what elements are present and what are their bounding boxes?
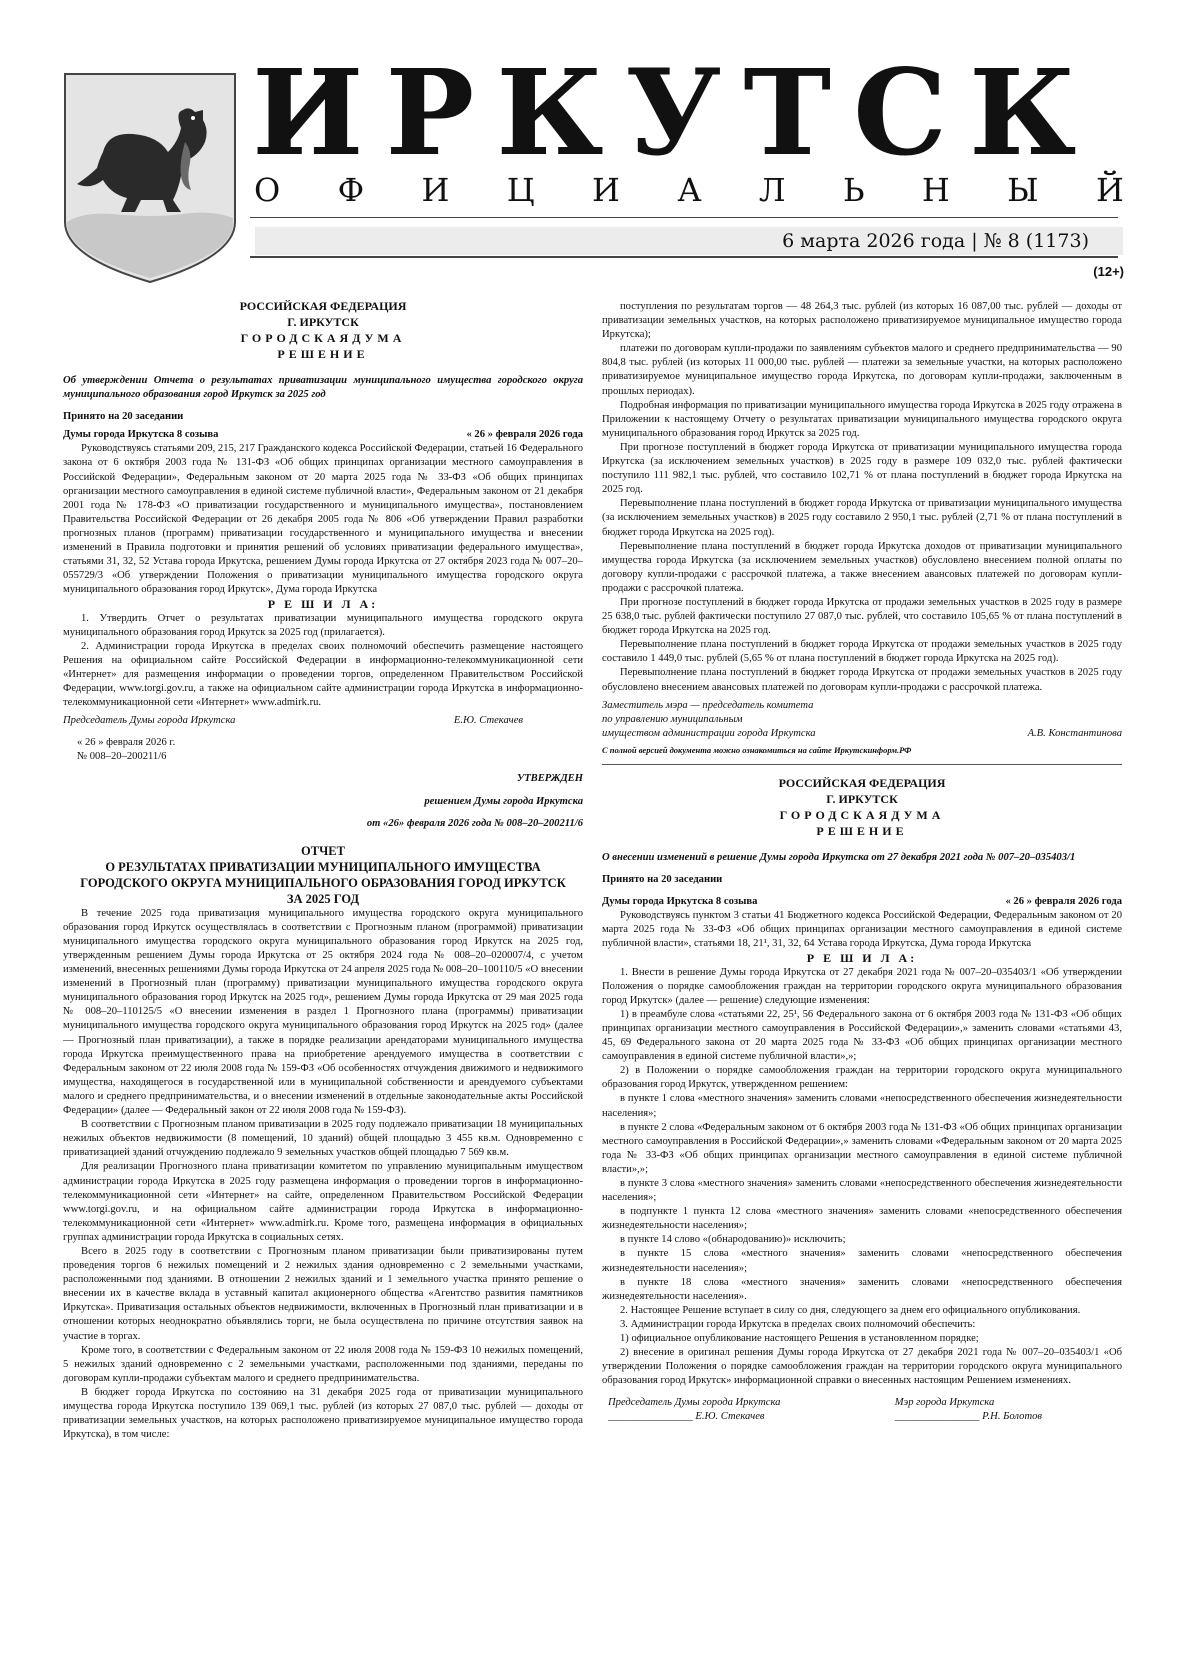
- issue-date-bar: [255, 227, 1123, 255]
- doc2-duma-row: Думы города Иркутска 8 созыва « 26 » февраля 2026 года: [602, 896, 1122, 908]
- doc2-item: в пункте 15 слова «местного значения» заменить словами «непосредственного обеспечения жизнедеятельности населения»;: [602, 1248, 1122, 1274]
- report-paragraph-2: В соответствии с Прогнозным планом приватизации в 2025 году подлежало приватизации 18 муниципальных нежилых объектов недвижимости (8 помещений, 10 зданий) общей площадью 3 455 кв.м. Одновременно с приватизацией зданий отчуждению подлежало 9 земельных участков общей площадью 7 569 кв.м.: [63, 1119, 583, 1159]
- doc1-header-4: РЕШЕНИЕ: [277, 347, 369, 361]
- report-title-2: О РЕЗУЛЬТАТАХ ПРИВАТИЗАЦИИ МУНИЦИПАЛЬНОГО ИМУЩЕСТВА: [105, 859, 541, 874]
- doc1-header-3: ГОРОДСКАЯДУМА: [240, 331, 406, 345]
- doc2-item: в пункте 14 слово «(обнародованию)» исключить;: [620, 1234, 846, 1246]
- report-paragraph-1: В течение 2025 года приватизация муниципального имущества городского округа муниципального образования город Иркутск осуществлялась в соответствии с Прогнозным планом (программой) приватизации муниципального имущества городского округа муниципального образования город Иркутск на 2025 год, утвержденным решением Думы города Иркутска от 25 октября 2024 года № 008–20–020007/4, с учетом изменений, внесенных решениями Думы города Иркутска от 24 апреля 2025 года № 008–20–100110/5 «О внесении изменений в Прогнозный план (программу) приватизации муниципального имущества городского округа муниципального образования город Иркутск на 2025 год», решением Думы города Иркутска от 29 мая 2025 года № 008–20–110125/5 «О внесении изменения в раздел 1 Прогнозного плана (программы) приватизации муниципального имущества городского округа муниципального образования город Иркутск на 2025 год» (далее — Прогнозный план приватизации), а также в порядке реализации арендаторами муниципального имущества города Иркутска преимущественного права на приобретение арендуемого имущества в соответствии с Федеральным законом от 22 июля 2008 года № 159-ФЗ «Об особенностях отчуждения движимого и недвижимого имущества, находящегося в государственной или в муниципальной собственности и арендуемого субъектами малого и среднего предпринимательства, и о внесении изменений в отдельные законодательные акты Российской Федерации» (далее — Федеральный закон от 22 июля 2008 года № 159-ФЗ).: [63, 907, 583, 1117]
- report-full-version-note: С полной версией документа можно ознакомиться на сайте Иркутскинформ.РФ: [602, 744, 912, 755]
- report-revenue-4: При прогнозе поступлений в бюджет города Иркутска от приватизации муниципального имущества города Иркутска (за исключением земельных участков) в 2025 году в размере 109 032,0 тыс. рублей фактически поступило 111 982,1 тыс. рублей, что составило 102,71 % от плана поступлений в бюджет города Иркутска на 2025 год.: [602, 441, 1122, 496]
- doc1-point-1: 1. Утвердить Отчет о результатах приватизации муниципального имущества городского округа муниципального образования город Иркутск за 2025 год (прилагается).: [63, 612, 583, 638]
- issue-date: 6 марта 2026 года | № 8 (1173): [782, 230, 1089, 252]
- doc2-item: в пункте 2 слова «Федеральным законом от 6 октября 2003 года № 131-ФЗ «Об общих принципах организации местного самоуправления в Российской Федерации»,» заменить словами «Федеральным законом от 20 марта 2025 года № 33-ФЗ «Об общих принципах организации местного самоуправления в единой системе публичной власти»,»;: [602, 1121, 1122, 1175]
- report-revenue-2: платежи по договорам купли-продажи по заявлениям субъектов малого и среднего предпринимательства — 90 804,8 тыс. рублей (из которых 11 000,00 тыс. рублей — платежи за земельные участки, на которых расположено приватизируемое муниципальное имущество города Иркутска, по договорам купли-продажи, заключенным в прошлых периодах).: [602, 343, 1122, 397]
- doc1-reg-no: № 008–20–200211/6: [77, 751, 167, 763]
- doc2-decided: Р Е Ш И Л А:: [806, 951, 918, 966]
- doc2-preamble: Руководствуясь пунктом 3 статьи 41 Бюджетного кодекса Российской Федерации, Федеральным законом от 20 марта 2025 года № 33-ФЗ «Об общих принципах организации местного самоуправления в единой системе публичной власти», статьями 18, 21¹, 31, 32, 64 Устава города Иркутска, Дума города Иркутска: [602, 910, 1122, 950]
- report-revenue-7: При прогнозе поступлений в бюджет города Иркутска от продажи земельных участков в 2025 году в размере 25 638,0 тыс. рублей фактически поступило 27 087,0 тыс. рублей, что составило 105,65 % от плана поступлений в бюджет города Иркутска на 2025 год.: [602, 596, 1122, 637]
- report-title-4: ЗА 2025 ГОД: [286, 891, 360, 906]
- report-signer-line-2: по управлению муниципальным: [602, 713, 743, 725]
- report-approved-no: от «26» февраля 2026 года № 008–20–200211/6: [366, 817, 583, 829]
- doc2-item: в подпункте 1 пункта 12 слова «местного значения» заменить словами «непосредственного обеспечения жизнедеятельности населения»;: [602, 1206, 1122, 1232]
- doc2-item: 3. Администрации города Иркутска в пределах своих полномочий обеспечить:: [620, 1318, 976, 1330]
- report-signature: имуществом администрации города Иркутска А.В. Константинова: [602, 727, 1122, 739]
- report-revenue-8: Перевыполнение плана поступлений в бюджет города Иркутска от продажи земельных участков в 2025 году составило 1 449,0 тыс. рублей (5,65 % от плана поступлений в бюджет города Иркутска на 2025 год).: [602, 639, 1122, 665]
- report-paragraph-6: В бюджет города Иркутска по состоянию на 31 декабря 2025 года от приватизации муниципального имущества города Иркутска поступило 139 069,1 тыс. рублей (из которых 27 087,0 тыс. рублей — доходы от приватизации земельных участков, на которых расположено приватизируемое муниципальное имущество города Иркутска), в том числе:: [63, 1386, 583, 1441]
- report-revenue-9: Перевыполнение плана поступлений в бюджет города Иркутска от продажи земельных участков в 2025 году обусловлено внесением авансовых платежей по договорам купли-продажи с рассрочкой платежа.: [602, 667, 1122, 693]
- report-revenue-5: Перевыполнение плана поступлений в бюджет города Иркутска от приватизации муниципального имущества (за исключением земельных участков) в 2025 году составило 2 950,1 тыс. рублей (2,71 % от плана поступлений в бюджет города Иркутска на 2025 год).: [602, 498, 1122, 538]
- doc2-header-1: РОССИЙСКАЯ ФЕДЕРАЦИЯ: [778, 775, 946, 790]
- doc1-preamble: Руководствуясь статьями 209, 215, 217 Гражданского кодекса Российской Федерации, статьей 16 Федерального закона от 6 октября 2003 года № 131-ФЗ «Об общих принципах организации местного самоуправления в Российской Федерации», Федеральным законом от 20 марта 2025 года № 33-ФЗ «Об общих принципах организации местного самоуправления в единой системе публичной власти», Федеральным законом от 21 декабря 2001 года № 178-ФЗ «О приватизации государственного и муниципального имущества», постановлением Правительства Российской Федерации от 26 декабря 2005 года № 806 «Об утверждении Правил разработки прогнозных планов (программ) приватизации государственного и муниципального имущества и внесении изменений в Правила подготовки и принятия решений об условиях приватизации федерального имущества», статьями 31, 32, 52 Устава города Иркутска, решением Думы города Иркутска от 27 октября 2023 года № 007–20–055729/3 «Об утверждении Положения о приватизации муниципального имущества городского округа муниципального образования город Иркутск», Дума города Иркутска: [63, 443, 583, 596]
- doc2-item: в пункте 1 слова «местного значения» заменить словами «непосредственного обеспечения жизнедеятельности населения»;: [602, 1093, 1122, 1119]
- doc2-header-3: ГОРОДСКАЯДУМА: [779, 807, 945, 822]
- doc2-item: 2) в Положении о порядке самообложения граждан на территории городского округа муниципального образования город Иркутск, утвержденном решением:: [602, 1065, 1122, 1091]
- section-divider: [602, 764, 1122, 765]
- doc2-item: 1) официальное опубликование настоящего Решения в установленном порядке;: [620, 1333, 979, 1344]
- doc1-point-2: 2. Администрации города Иркутска в пределах своих полномочий обеспечить размещение настоящего Решения на официальном сайте Российской Федерации в информационно-телекоммуникационной сети «Интернет» для размещения информации о проведении торгов, определенном Правительством Российской Федерации, www.torgi.gov.ru, а также на официальном сайте администрации города Иркутска в информационно-телекоммуникационной сети «Интернет» www.admirk.ru.: [63, 640, 583, 709]
- right-column: [602, 300, 1122, 1425]
- doc2-item: 2) внесение в оригинал решения Думы города Иркутска от 27 декабря 2021 года № 007–20–035403/1 «Об утверждении Положения о порядке самообложения граждан на территории городского округа муниципального образования город Иркутск» информационной справки о внесенных настоящим Решением изменениях.: [602, 1347, 1122, 1387]
- doc2-item: в пункте 18 слова «местного значения» заменить словами «непосредственного обеспечения жизнедеятельности населения».: [602, 1276, 1122, 1302]
- doc1-reg-date: « 26 » февраля 2026 г.: [77, 737, 176, 749]
- newspaper-title: ИРКУТСК: [252, 43, 1099, 182]
- doc1-duma-row: Думы города Иркутска 8 созыва « 26 » февраля 2026 года: [63, 429, 583, 441]
- report-revenue-3: Подробная информация по приватизации муниципального имущества города Иркутска в 2025 году отражена в Приложении к настоящему Отчету о результатах приватизации муниципального имущества городского округа муниципального образования город Иркутск за 2025 год.: [602, 399, 1122, 439]
- doc2-signatures: Председатель Думы города Иркутска ________________ Е.Ю. Стекачев Мэр города Иркутска ________________ Р.Н. Болотов: [608, 1397, 1042, 1423]
- doc1-decided: Р Е Ш И Л А:: [267, 597, 379, 612]
- age-rating: (12+): [1093, 264, 1124, 279]
- report-paragraph-5: Кроме того, в соответствии с Федеральным законом от 22 июля 2008 года № 159-ФЗ 10 нежилых помещений, 5 нежилых зданий одновременно с 2 земельными участками, расположенными под зданиями, переданы по договорам купли-продажи субъектам малого и среднего предпринимательства.: [63, 1344, 583, 1384]
- doc1-signature: Председатель Думы города Иркутска Е.Ю. Стекачев: [63, 715, 523, 727]
- masthead-rule-bottom: [250, 256, 1118, 258]
- report-title-3: ГОРОДСКОГО ОКРУГА МУНИЦИПАЛЬНОГО ОБРАЗОВАНИЯ ГОРОД ИРКУТСК: [80, 875, 566, 890]
- doc2-subject: О внесении изменений в решение Думы города Иркутска от 27 декабря 2021 года № 007–20–035403/1: [602, 851, 1076, 863]
- doc1-subject: Об утверждении Отчета о результатах приватизации муниципального имущества городского округа муниципального образования город Иркутск за 2025 год: [63, 375, 583, 401]
- report-title-1: ОТЧЕТ: [301, 843, 345, 858]
- doc2-header-4: РЕШЕНИЕ: [816, 823, 908, 838]
- report-revenue-1: поступления по результатам торгов — 48 264,3 тыс. рублей (из которых 16 087,00 тыс. рублей — доходы от приватизации земельных участков, на которых расположено приватизируемое муниципальное имущество города Иркутска);: [602, 301, 1122, 341]
- report-approved: УТВЕРЖДЕН: [516, 773, 583, 785]
- report-paragraph-4: Всего в 2025 году в соответствии с Прогнозным планом приватизации были приватизированы путем проведения торгов 6 нежилых помещений и 2 нежилых здания одновременно с 2 земельными участками, расположенными под зданиями. В отношении 2 нежилых зданий и 1 земельного участка принято решение о внесении их в качестве вклада в уставный капитал акционерного общества «Агентство развития памятников Иркутска». Приватизация остальных объектов недвижимости, включенных в Прогнозный план приватизации и в отношении которых неоднократно объявлялись торги, не была осуществлена по причине отсутствия заявок на участие в торгах.: [63, 1245, 583, 1342]
- doc1-header-2: Г. ИРКУТСК: [287, 315, 359, 329]
- coat-of-arms-emblem: [63, 72, 237, 284]
- doc1-header-1: РОССИЙСКАЯ ФЕДЕРАЦИЯ: [239, 299, 407, 313]
- report-signer-line-1: Заместитель мэра — председатель комитета: [602, 699, 814, 711]
- report-revenue-6: Перевыполнение плана поступлений в бюджет города Иркутска доходов от приватизации муниципального имущества города Иркутска (за исключением земельных участков) обусловлено внесением полной оплаты по договору купли-продажи с рассрочкой платежа, а также внесением авансовых платежей по договорам купли-продажи с рассрочкой платежа.: [602, 540, 1122, 594]
- newspaper-subtitle: О Ф И Ц И А Л Ь Н Ы Й: [254, 171, 1124, 209]
- left-column: [63, 298, 583, 1442]
- report-approved-by: решением Думы города Иркутска: [424, 795, 583, 807]
- doc2-accepted: Принято на 20 заседании: [602, 874, 723, 885]
- report-paragraph-3: Для реализации Прогнозного плана приватизации комитетом по управлению муниципальным имуществом администрации города Иркутска в 2025 году размещена информация о проведении торгов в информационно-телекоммуникационной сети «Интернет» на сайте, определенном Правительством Российской Федерации www.torgi.gov.ru, и на официальном сайте администрации города Иркутска в информационно-телекоммуникационной сети «Интернет» www.admirk.ru. Кроме того, размещена информация в официальных группах администрации города Иркутска в социальных сетях.: [63, 1161, 583, 1243]
- doc2-header-2: Г. ИРКУТСК: [826, 791, 898, 806]
- doc2-item: 1. Внести в решение Думы города Иркутска от 27 декабря 2021 года № 007–20–035403/1 «Об утверждении Положения о порядке самообложения граждан на территории городского округа муниципального образования город Иркутск» (далее — решение) следующие изменения:: [602, 966, 1122, 1006]
- doc2-item: в пункте 3 слова «местного значения» заменить словами «непосредственного обеспечения жизнедеятельности населения»;: [602, 1177, 1122, 1204]
- masthead-rule: [250, 217, 1118, 218]
- doc2-item: 1) в преамбуле слова «статьями 22, 25¹, 56 Федерального закона от 6 октября 2003 года № 131-ФЗ «Об общих принципах организации местного самоуправления в Российской Федерации»,» заменить словами «статьями 43, 45, 69 Федерального закона от 20 марта 2025 года № 33-ФЗ «Об общих принципах организации местного самоуправления в единой системе публичной власти»,»;: [602, 1008, 1122, 1063]
- doc2-item: 2. Настоящее Решение вступает в силу со дня, следующего за днем его официального опубликования.: [620, 1304, 1081, 1316]
- doc1-accepted: Принято на 20 заседании: [63, 411, 184, 423]
